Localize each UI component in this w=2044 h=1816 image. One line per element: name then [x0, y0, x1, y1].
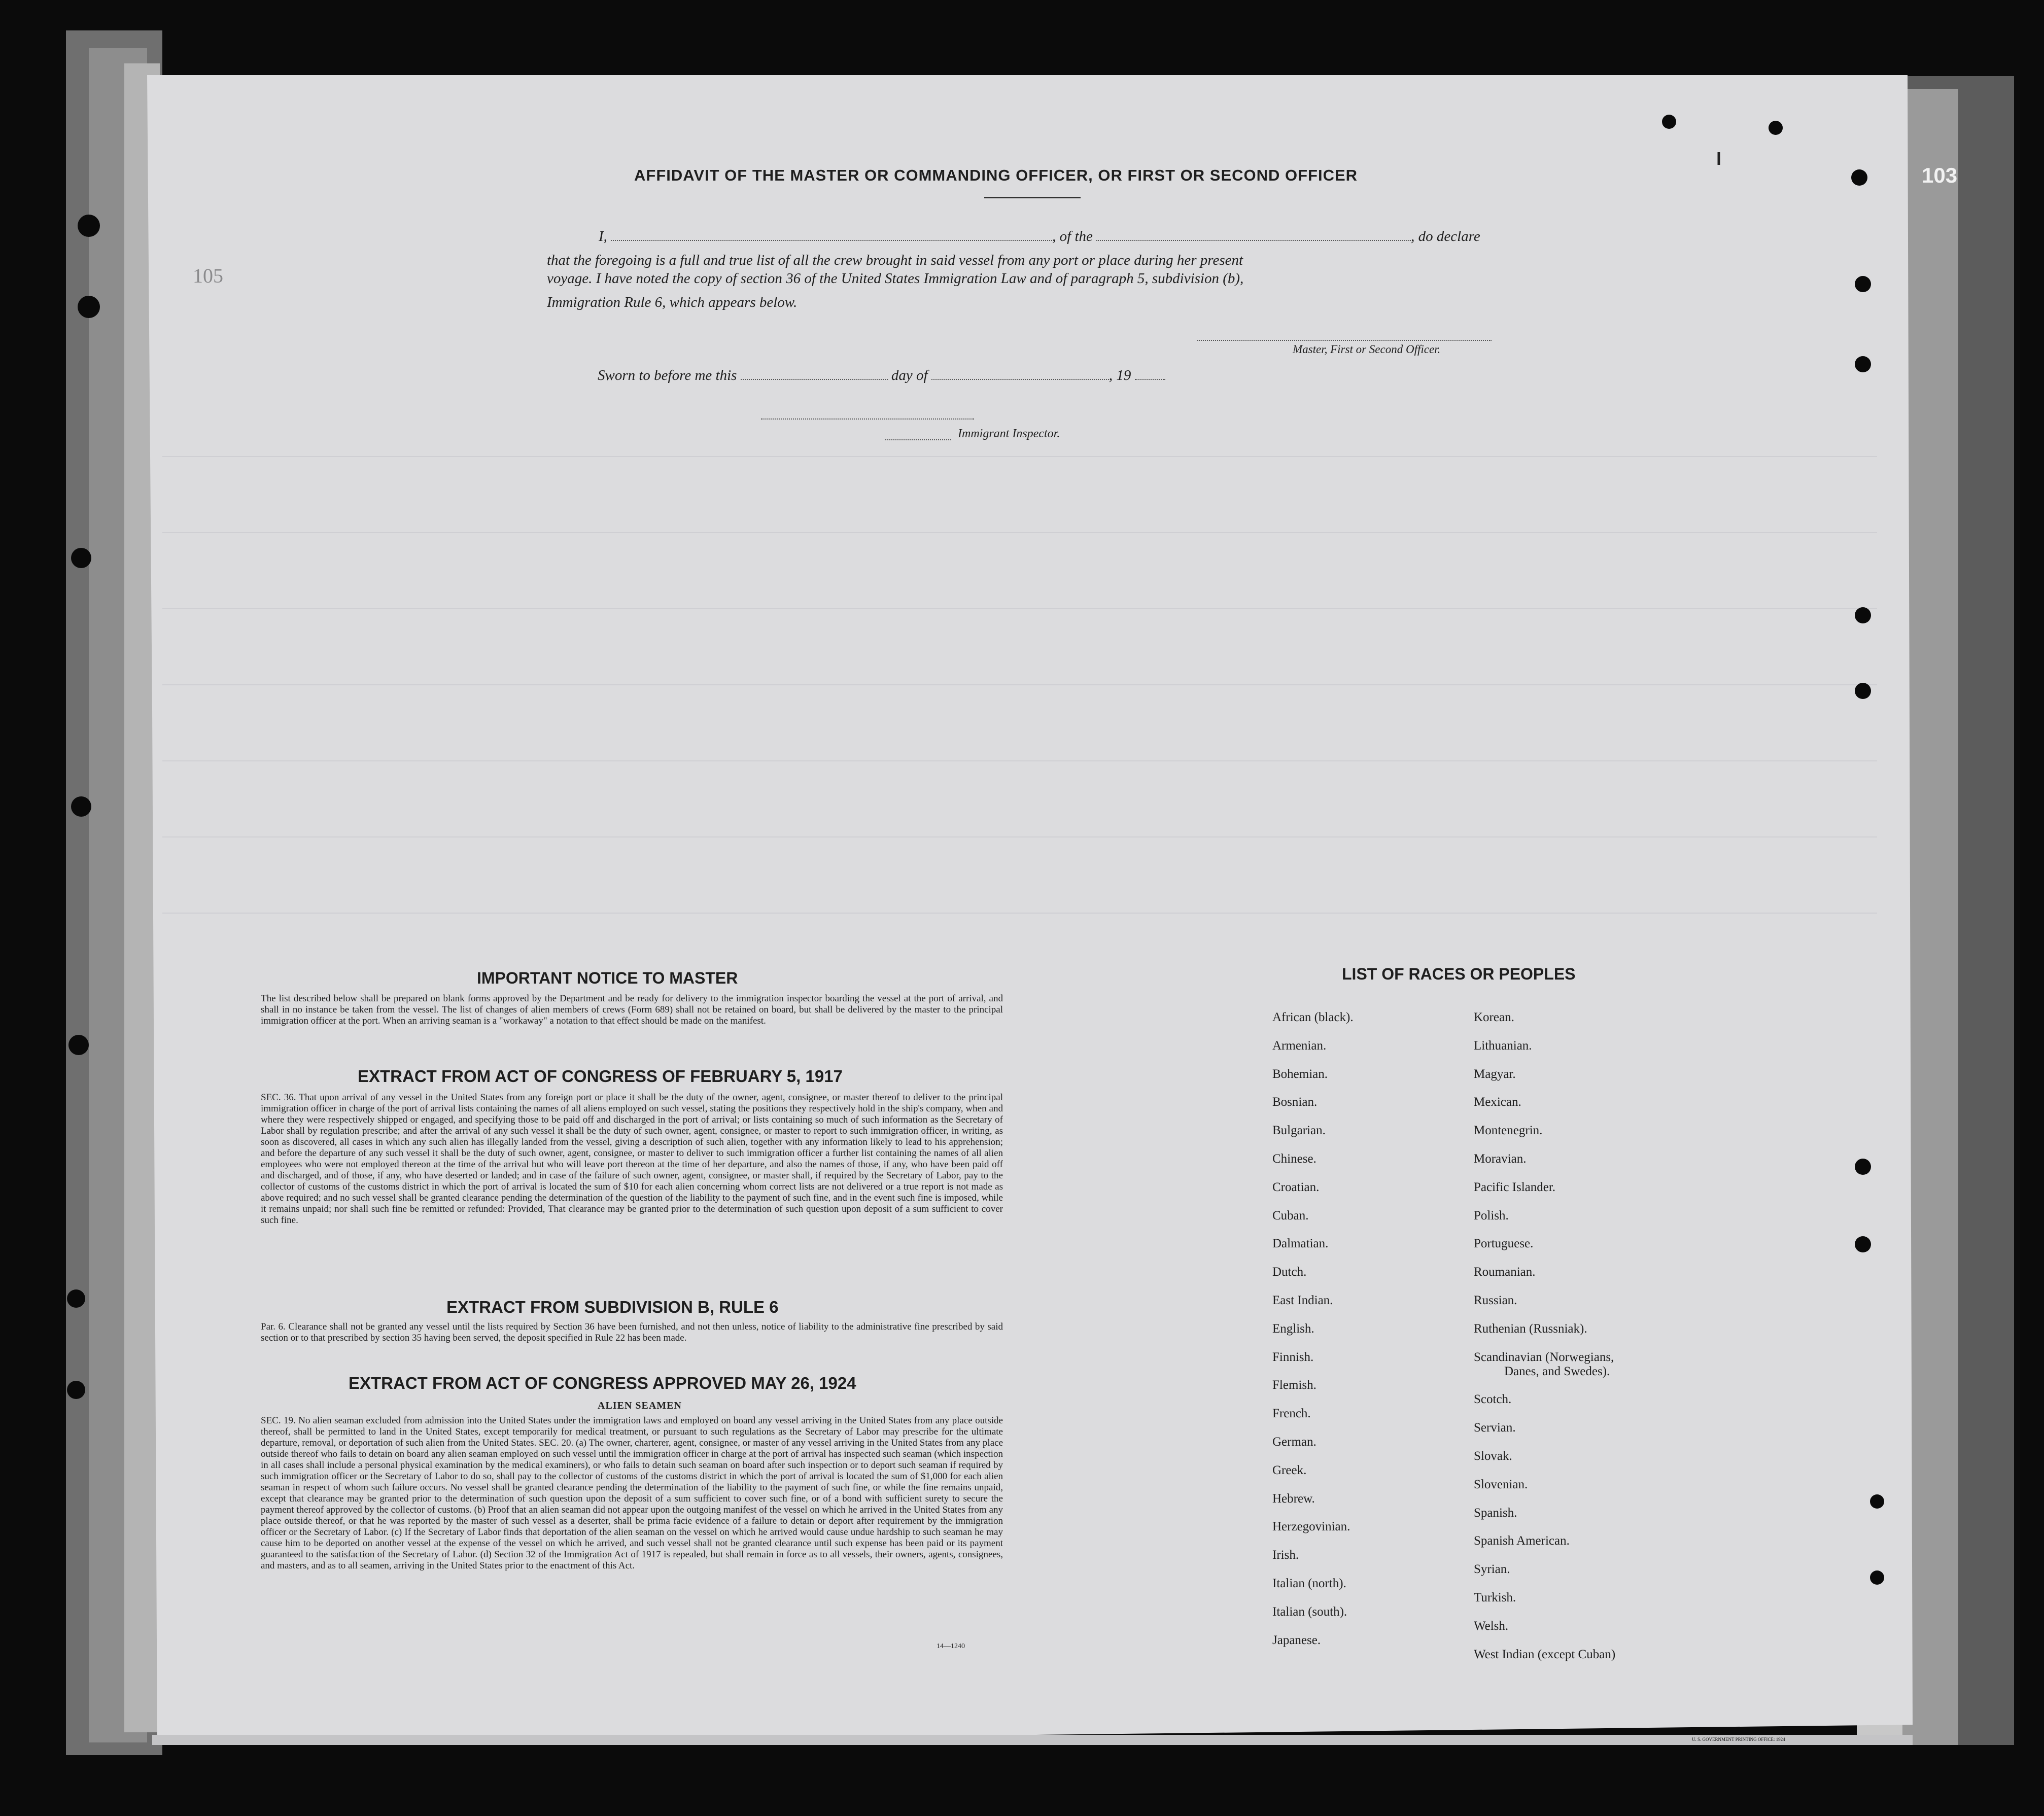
- race-left-item: Herzegovinian.: [1272, 1520, 1350, 1534]
- notice-text: The list described below shall be prepared on blank forms approved by the Department and be ready for delivery to the immigration inspector boarding the vessel at the port of arrival, and shall in no instance be taken from the vessel. The list of changes of alien members of crews (Form 689) shall not be retained on board, but shall be delivered by the master to the principal immigration officer at the port. When an arriving seaman is a "workaway" a notation to that effect should be made on the manifest.: [261, 993, 1003, 1026]
- race-left-item: East Indian.: [1272, 1294, 1333, 1307]
- race-right-item: Spanish.: [1474, 1506, 1517, 1520]
- race-right-item: Scandinavian (Norwegians,: [1474, 1350, 1614, 1364]
- notice-title: IMPORTANT NOTICE TO MASTER: [477, 969, 738, 987]
- race-left-item: Dutch.: [1272, 1265, 1307, 1279]
- race-right-item: Slovak.: [1474, 1449, 1512, 1463]
- race-right-item: Magyar.: [1474, 1067, 1516, 1081]
- sworn-text: Sworn to before me this: [598, 367, 737, 383]
- race-right-item: Lithuanian.: [1474, 1038, 1532, 1053]
- race-right-item: Portuguese.: [1474, 1237, 1534, 1251]
- race-left-item: French.: [1272, 1407, 1311, 1421]
- margin-note: 105: [193, 264, 223, 287]
- race-left-item: Finnish.: [1272, 1350, 1314, 1364]
- title-rule: [984, 197, 1081, 198]
- affidavit-line3: voyage. I have noted the copy of section 36 of the United States Immigration Law and of paragraph 5, subdivision (b),: [547, 270, 1244, 287]
- race-left-item: Greek.: [1272, 1463, 1307, 1477]
- affidavit-title: AFFIDAVIT OF THE MASTER OR COMMANDING OFFICER, OR FIRST OR SECOND OFFICER: [634, 166, 1358, 184]
- race-right-item: Spanish American.: [1474, 1534, 1570, 1548]
- race-left-item: Chinese.: [1272, 1152, 1317, 1166]
- day-blank[interactable]: [741, 368, 888, 380]
- race-right-item: Syrian.: [1474, 1562, 1510, 1577]
- page-number: 103: [1922, 163, 1958, 187]
- race-right-item: Servian.: [1474, 1421, 1516, 1435]
- master-signature-line[interactable]: [1197, 340, 1492, 341]
- affidavit-line4: Immigration Rule 6, which appears below.: [547, 294, 798, 310]
- race-left-item: Bohemian.: [1272, 1067, 1328, 1081]
- race-right-item: Turkish.: [1474, 1591, 1516, 1604]
- extract-1924-title: EXTRACT FROM ACT OF CONGRESS APPROVED MAY 26, 1924: [349, 1374, 856, 1392]
- race-right-item: Pacific Islander.: [1474, 1180, 1556, 1194]
- affidavit-line2: that the foregoing is a full and true list of all the crew brought in said vessel from any port or place during her present: [547, 252, 1243, 268]
- race-left-item: Cuban.: [1272, 1208, 1309, 1223]
- extract-rule6-title: EXTRACT FROM SUBDIVISION B, RULE 6: [446, 1298, 779, 1316]
- race-right-item: Roumanian.: [1474, 1265, 1536, 1279]
- extract-1924-text: SEC. 19. No alien seaman excluded from admission into the United States under the immigration laws and employed on board any vessel arriving in the United States from any place outside thereof, shall be permitted to land in the United States, except temporarily for medical treatment, or pursuant to such regulations as the Secretary of Labor may prescribe for the ultimate departure, removal, or deportation of such alien from the United States. SEC. 20. (a) The owner, charterer, agent, consignee, or master of any vessel arriving in the United States from any place outside thereof who fails to detain on board any alien seaman employed on such vessel until the immigration officer in charge at the port of arrival has inspected such seaman (which inspection in all cases shall include a personal physical examination by the medical examiners), or who fails to detain such seaman on board after such inspection or to deport such seaman if required by such immigration officer or the Secretary of Labor to do so, shall pay to the collector of customs of the customs district in which the port of arrival is located the sum of $1,000 for each alien seaman in respect of whom such failure occurs. No vessel shall be granted clearance pending the determination of the liability to the payment of such fine, or while the fine remains unpaid, except that clearance may be granted prior to the determination of such question upon the deposit of a sum sufficient to cover such fine, or of a bond with sufficient surety to secure the payment thereof approved by the collector of customs. (b) Proof that an alien seaman did not appear upon the outgoing manifest of the vessel on which he arrived in the United States from any place outside thereof, or that he was reported by the master of such vessel as a deserter, shall be prima facie evidence of a failure to detain or deport after requirement by the immigration officer or the Secretary of Labor. (c) If the Secretary of Labor finds that deportation of the alien seaman on the vessel on which he arrived would cause undue hardship to such seaman he may cause him to be deported on another vessel at the expense of the vessel on which he arrived, and such vessel shall not be granted clearance until such expense has been paid or its payment guaranteed to the satisfaction of the Secretary of Labor. (d) Section 32 of the Immigration Act of 1917 is repealed, but shall remain in force as to all vessels, their owners, agents, consignees, and masters, and as to all seamen, arriving in the United States prior to the enactment of this Act.: [261, 1415, 1003, 1571]
- race-right-item: Ruthenian (Russniak).: [1474, 1321, 1587, 1336]
- race-right-item: Mexican.: [1474, 1095, 1521, 1109]
- race-left-item: Dalmatian.: [1272, 1237, 1329, 1251]
- race-right-item: West Indian (except Cuban): [1474, 1647, 1616, 1661]
- races-title: LIST OF RACES OR PEOPLES: [1342, 965, 1576, 983]
- race-left-item: Armenian.: [1272, 1038, 1327, 1053]
- extract-rule6-text: Par. 6. Clearance shall not be granted any vessel until the lists required by Section 36 have been furnished, and not then unless, notice of liability to the administrative fine prescribed by said section or to that prescribed by section 35 having been served, the deposit specified in Rule 22 has been made.: [261, 1321, 1003, 1343]
- name-blank[interactable]: [611, 229, 1052, 241]
- race-right-item: Moravian.: [1474, 1152, 1527, 1166]
- race-right-item: Polish.: [1474, 1208, 1509, 1223]
- race-right-item: Russian.: [1474, 1294, 1517, 1307]
- race-left-item: Flemish.: [1272, 1378, 1317, 1392]
- race-left-item: Croatian.: [1272, 1180, 1320, 1194]
- race-left-item: German.: [1272, 1435, 1317, 1449]
- vessel-blank[interactable]: [1096, 229, 1411, 241]
- race-right-item: Danes, and Swedes).: [1504, 1364, 1610, 1378]
- year-blank[interactable]: [1135, 368, 1165, 380]
- extract-1917-title: EXTRACT FROM ACT OF CONGRESS OF FEBRUARY 5, 1917: [358, 1067, 843, 1086]
- race-right-item: Korean.: [1474, 1010, 1514, 1024]
- printing-office: U. S. GOVERNMENT PRINTING OFFICE: 1924: [1692, 1737, 1785, 1742]
- race-left-item: Bosnian.: [1272, 1095, 1318, 1109]
- race-left-item: Irish.: [1272, 1548, 1299, 1562]
- master-signature-caption: Master, First or Second Officer.: [1293, 343, 1441, 356]
- race-left-item: Bulgarian.: [1272, 1124, 1326, 1138]
- race-left-item: Italian (south).: [1272, 1604, 1347, 1619]
- month-blank[interactable]: [931, 368, 1109, 380]
- race-left-item: Japanese.: [1272, 1633, 1321, 1647]
- sworn-line: [598, 367, 1165, 384]
- affidavit-line1: [599, 228, 1480, 245]
- race-left-item: Hebrew.: [1272, 1491, 1315, 1506]
- race-right-item: Montenegrin.: [1474, 1124, 1543, 1138]
- form-number: 14—1240: [937, 1643, 965, 1650]
- affidavit-i: I,: [599, 228, 607, 245]
- inspector-leader: [885, 439, 951, 440]
- race-left-item: Italian (north).: [1272, 1577, 1346, 1590]
- affidavit-declare: , do declare: [1411, 228, 1480, 245]
- extract-1917-text: SEC. 36. That upon arrival of any vessel in the United States from any foreign port or place it shall be the duty of the owner, agent, consignee, or master thereof to deliver to the principal immigration officer in charge of the port of arrival lists containing the names of all aliens employed on such vessel, stating the positions they respectively hold in the ship's company, when and where they were respectively shipped or engaged, and specifying those to be paid off and discharged in the port of arrival; or lists containing so much of such information as the Secretary of Labor shall by regulation prescribe; and after the arrival of any such vessel it shall be the duty of such owner, agent, consignee, or master to report to such immigration officer, in writing, as soon as discovered, all cases in which any such alien has illegally landed from the vessel, giving a description of such alien, together with any information likely to lead to his apprehension; and before the departure of any such vessel it shall be the duty of such owner, agent, consignee, or master to deliver to such immigration officer a further list containing the names of all alien employees who were not employed thereon at the time of the arrival but who will leave port thereon at the time of her departure, and also the names of those, if any, who have been paid off and discharged, and of those, if any, who have deserted or landed; and in case of the failure of such owner, agent, consignee, or master shall, if required by the Secretary of Labor, pay to the collector of customs of the customs district in which the port of arrival is located the sum of $10 for each alien concerning whom correct lists are not delivered or a true report is not made as above required; and no such vessel shall be granted clearance pending the determination of the question of the liability to the payment of such fine, and in the event such fine is imposed, while it remains unpaid; nor shall such fine be remitted or refunded: Provided, That clearance may be granted prior to the determination of such question upon deposit of a sum sufficient to cover such fine.: [261, 1092, 1003, 1226]
- race-right-item: Scotch.: [1474, 1392, 1512, 1407]
- year-text: , 19: [1108, 367, 1131, 383]
- race-left-item: English.: [1272, 1321, 1314, 1336]
- race-left-item: African (black).: [1272, 1010, 1354, 1024]
- race-right-item: Slovenian.: [1474, 1477, 1528, 1491]
- inspector-signature-line[interactable]: [761, 418, 974, 420]
- affidavit-of-the: , of the: [1052, 228, 1093, 245]
- race-right-item: Welsh.: [1474, 1619, 1509, 1633]
- inspector-caption: Immigrant Inspector.: [958, 427, 1060, 440]
- extract-1924-subtitle: ALIEN SEAMEN: [598, 1400, 682, 1411]
- day-of-text: day of: [891, 367, 928, 383]
